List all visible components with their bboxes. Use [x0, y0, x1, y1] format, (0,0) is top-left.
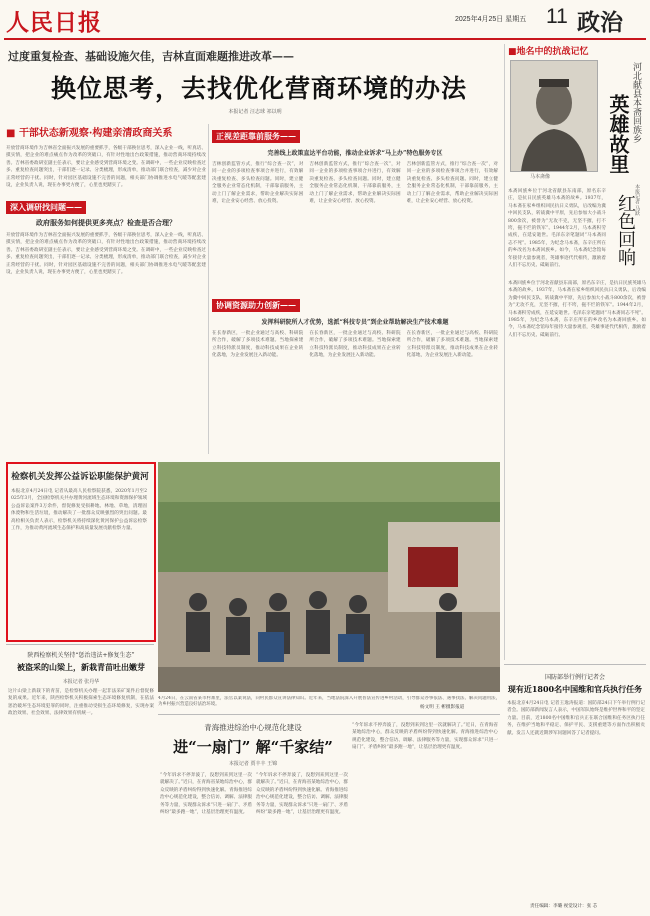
bottom-left-rule [6, 644, 154, 645]
left-column-body: 开放营商环境作为吉林省全面振兴发展的重要抓手，各级干部换位思考，深入企业一线，听真话、摸实情，把企业的难点痛点作为改革的突破口，有针对性地出台政策措施，推动营商环境持续改善。吉林省委政研室副主任表示，要让企业感受到营商环境之变。在调研中，一些企业反映检查过多、重复检查问题突出，干部们逐一记录、分类梳理，形成清单，推动部门联合检查，减少对企业正常经营的干扰。同时，针对园区基础设施不完善的问题，相关部门协调推进水电气暖等配套建设，企业负责人说，现在办事更方便了，心里也更踏实了。 [6, 146, 206, 189]
page-number: 11 [546, 5, 568, 28]
left-subhead-note: 政府服务如何提供更多亮点？检查是否合理？ [36, 218, 176, 227]
right-title-sub: 红色回响 [615, 194, 636, 266]
bottom-right-rule [504, 664, 646, 665]
left-subhead-block [6, 195, 206, 214]
right-series-label: ■地名中的抗战记忆 [508, 47, 589, 57]
middle-column [212, 124, 498, 454]
top-story-headline: 换位思考，去找优化营商环境的办法 [50, 74, 467, 103]
middle-box1-body-2: 吉林创新监管方式，推行“综合查一次”，对同一企业的多项检查事项合并进行，有效解决重复检查、多头检查问题。同时，建立健全服务企业常态化机制，干部靠前服务，主动上门了解企业需求，帮助企业解决实际困难，让企业安心经营、放心投资。 [309, 162, 401, 205]
middle-box2-body-2: 在长春新区，一批企业通过与高校、科研院所合作，破解了多项技术难题。当地探索建立科技特派员制度，推动科技成果在企业转化落地，为企业发展注入新动能。 [309, 331, 401, 359]
bottom-mid-rule [158, 714, 500, 715]
bottom-right-headline: 现有近1800名中国维和官兵执行任务 [507, 684, 643, 694]
right-body: 本斋回族乡位于河北省献县东南部，原名东辛庄，是抗日民族英雄马本斋的故乡。1937年，马本斋在家乡组织回民抗日义勇队，后改编为冀中回民支队，转战冀中平原，先后参加大小战斗800余次，被誉为“无攻不克，无坚不摧，打不垮，拖不烂的铁军”。1944年2月，马本斋积劳成疾，在延安逝世。毛泽东亲笔题词“马本斋同志不死”。1985年，为纪念马本斋，东辛庄所在的乡改名为本斋回族乡。如今，马本斋纪念馆每年接待大量参观者，英雄事迹代代相传，激励着人们不忘历史、砥砺前行。 [508, 281, 646, 338]
bottom-right-kicker: 国防部举行例行记者会 [544, 674, 605, 681]
newspaper-logo: 人民日报 [6, 9, 102, 36]
middle-box2-title: 协调资源助力创新—— [212, 299, 300, 312]
left-column-body-2: 开放营商环境作为吉林省全面振兴发展的重要抓手，各级干部换位思考，深入企业一线，听真话、摸实情，把企业的难点痛点作为改革的突破口，有针对性地出台政策措施，推动营商环境持续改善。吉林省委政研室副主任表示，要让企业感受到营商环境之变。在调研中，一些企业反映检查过多、重复检查问题突出，干部们逐一记录、分类梳理，形成清单，推动部门联合检查，减少对企业正常经营的干扰。同时，针对园区基础设施不完善的问题，相关部门协调推进水电气暖等配套建设，企业负责人说，现在办事更方便了，心里也更踏实了。 [6, 233, 206, 276]
right-column-divider [504, 44, 505, 660]
middle-box2-body-3: 在长春新区，一批企业通过与高校、科研院所合作，破解了多项技术难题。当地探索建立科技特派员制度，推动科技成果在企业转化落地，为企业发展注入新动能。 [406, 331, 498, 359]
middle-box1-columns [212, 161, 498, 285]
right-series-text: 地名中的抗战记忆 [516, 47, 589, 57]
issue-date: 2025年4月25日 星期五 [455, 16, 527, 23]
photo-credit: 杨文明 王 彬摄影报道 [420, 705, 465, 710]
highlighted-story-headline: 检察机关发挥公益诉讼职能保护黄河 [11, 472, 149, 482]
news-photo [158, 462, 500, 692]
middle-box2-note: 发挥科研院所人才优势，选派“科技专员”到企业帮助解决生产技术难题 [261, 319, 449, 326]
right-body-columns [508, 188, 606, 268]
portrait-caption: 马本斋像 [530, 174, 551, 180]
right-byline: 本报记者 马跃 [634, 184, 640, 216]
right-column [508, 44, 646, 660]
bottom-mid-headline: 进“一扇门” 解“千家结” [173, 738, 333, 756]
village-meeting-photo [158, 462, 500, 692]
top-story-byline: 本报记者 汪志球 祁以明 [228, 109, 282, 115]
left-subhead: 深入调研找问题—— [6, 201, 86, 214]
middle-box2-body: 在长春新区，一批企业通过与高校、科研院所合作，破解了多项技术难题。当地探索建立科技特派员制度，推动科技成果在企业转化落地，为企业发展注入新动能。 [212, 331, 304, 359]
section-name: 政治 [577, 9, 623, 36]
series-label-text: 干部状态新观察·构建亲清政商关系 [18, 128, 173, 139]
highlighted-story-body: 本报北京4月24日电 记者从最高人民检察院获悉，2020年1月至2025年3月，全国检察机关共办理黄河流域生态环境和资源保护领域公益诉讼案件3万余件，督促修复受损耕地、林地、草地，清理固体废物和生活垃圾，推动解决了一批群众反映强烈的突出问题。最高检相关负责人表示，检察机关将持续深化黄河保护公益诉讼检察工作，为推动黄河流域生态保护和高质量发展贡献检察力量。 [11, 489, 147, 532]
bottom-left-body: 这片山梁上新栽下的青苗，是检察机关办理一起非法采矿案件后督促修复的成果。近年来，陕西检察机关积极探索生态环境修复机制，在依法惩治破坏生态环境犯罪的同时，注重推动受损生态环境修复，实现办案政治效果、社会效果、法律效果有机统一。 [8, 689, 154, 717]
series-label [6, 124, 206, 139]
middle-box2-columns [212, 330, 498, 450]
column-divider [208, 124, 209, 454]
right-title-location: 河北献县本斋回族乡 [631, 62, 641, 143]
series-icon: ■ [6, 128, 16, 139]
page-footer-editors: 责任编辑：李璐 视觉设计：张 芯 [530, 904, 598, 909]
bottom-mid-body-center: “今年诉求不停奔波了，没想到来到这里一次就解决了。”近日，在青海省某地综治中心，群众反映的矛盾纠纷得到快速化解。青海推进综治中心规范化建设，整合信访、调解、法律服务等力量，实现群众诉求“只进一扇门”、矛盾纠纷“最多跑一地”，让基层治理更有温度。 [256, 773, 348, 816]
masthead [0, 0, 650, 40]
right-title-main: 英雄故里 [606, 94, 630, 174]
portrait-silhouette-icon [511, 61, 597, 171]
left-column [6, 124, 206, 454]
middle-box1-body-3: 吉林创新监管方式，推行“综合查一次”，对同一企业的多项检查事项合并进行，有效解决重复检查、多头检查问题。同时，建立健全服务企业常态化机制，干部靠前服务，主动上门了解企业需求，帮助企业解决实际困难，让企业安心经营、放心投资。 [406, 162, 498, 205]
photo-caption: 4月24日，在云南省某市村寨里，法官以案说法，向村民群众宣讲法律知识。近年来，当地法院深入开展普法宣传进乡村活动，引导群众办事依法、遇事找法、解决问题用法，为乡村振兴营造良好法治环境。 [158, 696, 500, 708]
masthead-rule [4, 38, 646, 40]
bottom-left-headline: 被盗采的山梁上，新栽青苗吐出嫩芽 [17, 662, 145, 672]
middle-box1-title: 正视差距靠前服务—— [212, 130, 300, 143]
bottom-right-body: 本报北京4月24日电 记者王逸涛报道：国防部24日下午举行例行记者会。国防部新闻发言人表示，中国军队始终是维护世界和平的坚定力量。目前，近1800名中国维和官兵正在联合国维和任务区执行任务，在维护当地和平稳定、保护平民、支援重建等方面作出积极贡献。发言人还就近期涉军问题回答了记者提问。 [507, 701, 645, 736]
bottom-left-byline: 本报记者 张丹华 [62, 679, 100, 685]
middle-box1-note: 完善线上政策直达平台功能，推动企业诉求“马上办”特色服务专区 [267, 150, 443, 157]
bottom-mid-byline: 本报记者 贾丰丰 王锦 [228, 761, 278, 767]
top-story-kicker: 过度重复检查、基础设施欠佳，吉林直面难题推进改革—— [8, 50, 294, 63]
bottom-mid-body-left: “今年诉求不停奔波了，没想到来到这里一次就解决了。”近日，在青海省某地综治中心，群众反映的矛盾纠纷得到快速化解。青海推进综治中心规范化建设，整合信访、调解、法律服务等力量，实现群众诉求“只进一扇门”、矛盾纠纷“最多跑一地”，让基层治理更有温度。 [160, 773, 252, 816]
middle-box1-body: 吉林创新监管方式，推行“综合查一次”，对同一企业的多项检查事项合并进行，有效解决重复检查、多头检查问题。同时，建立健全服务企业常态化机制，干部靠前服务，主动上门了解企业需求，帮助企业解决实际困难，让企业安心经营、放心投资。 [212, 162, 304, 205]
bottom-left-kicker: 陕西检察机关坚持“惩治违法+修复生态” [27, 652, 135, 659]
bottom-mid-kicker: 青海推进综治中心规范化建设 [204, 723, 302, 732]
bottom-mid-body-right: “今年诉求不停奔波了，没想到来到这里一次就解决了。”近日，在青海省某地综治中心，群众反映的矛盾纠纷得到快速化解。青海推进综治中心规范化建设，整合信访、调解、法律服务等力量，实现群众诉求“只进一扇门”、矛盾纠纷“最多跑一地”，让基层治理更有温度。 [352, 723, 498, 751]
right-body-top: 本斋回族乡位于河北省献县东南部，原名东辛庄，是抗日民族英雄马本斋的故乡。1937年，马本斋在家乡组织回民抗日义勇队，后改编为冀中回民支队，转战冀中平原，先后参加大小战斗800余次，被誉为“无攻不克，无坚不摧，打不垮，拖不烂的铁军”。1944年2月，马本斋积劳成疾，在延安逝世。毛泽东亲笔题词“马本斋同志不死”。1985年，为纪念马本斋，东辛庄所在的乡改名为本斋回族乡。如今，马本斋纪念馆每年接待大量参观者，英雄事迹代代相传，激励着人们不忘历史、砥砺前行。 [508, 189, 606, 268]
portrait-photo [510, 60, 598, 172]
